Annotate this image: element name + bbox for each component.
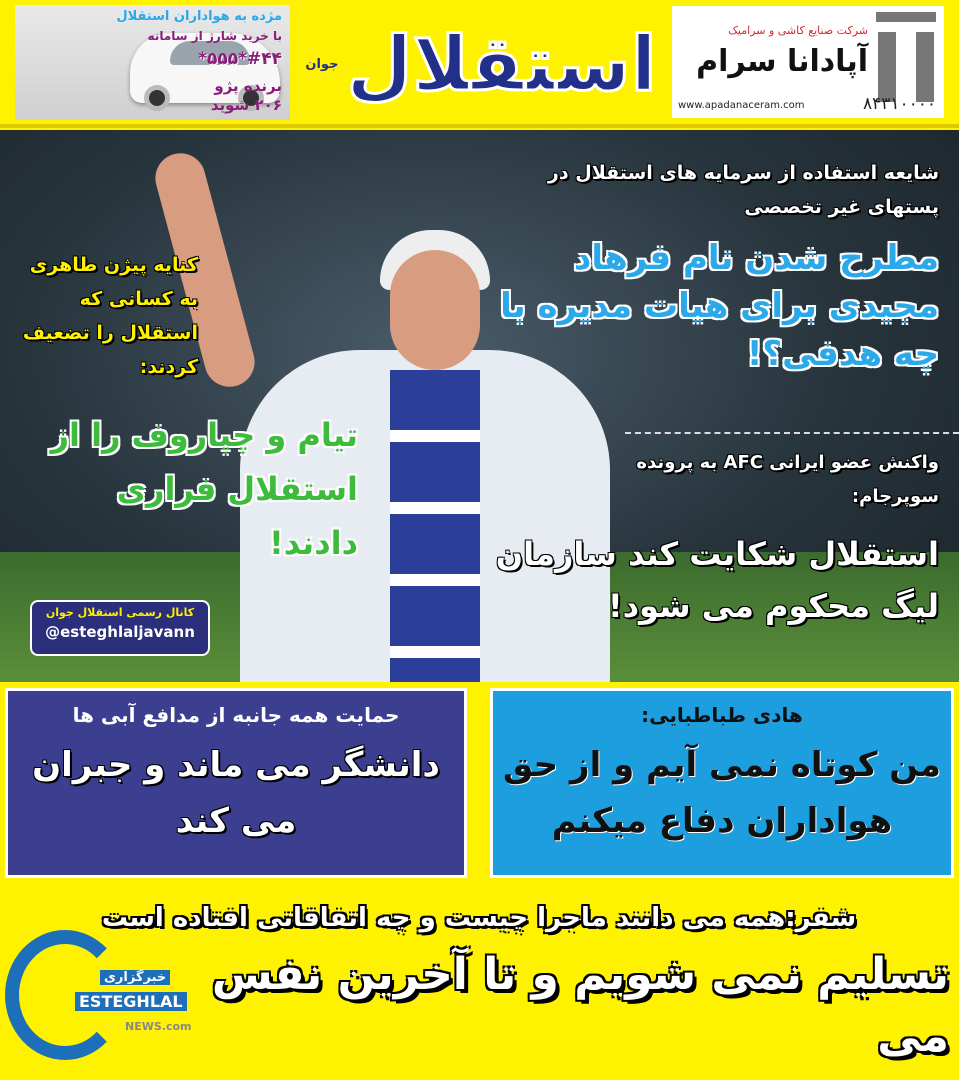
left-box-headline: دانشگر می ماند و جبران می کند bbox=[32, 745, 440, 841]
esteghlal-news-watermark bbox=[5, 930, 195, 1070]
bottom-kicker: شفر:همه می دانند ماجرا چیست و چه اتفاقاتی افتاده است bbox=[101, 903, 857, 933]
bottom-headline: تسلیم نمی شویم و تا آخرین نفس می bbox=[211, 949, 949, 1062]
ad-line-1: مژده به هواداران استقلال bbox=[116, 9, 282, 24]
masthead-subtitle: جوان bbox=[305, 56, 339, 72]
masthead-title: استقلال bbox=[346, 19, 657, 108]
right-box-kicker: هادی طباطبایی: bbox=[641, 703, 803, 727]
majidi-headline: مطرح شدن نام فرهاد مجیدی برای هیات مدیره با چه هدفی؟! bbox=[500, 238, 939, 374]
ceramic-advertisement[interactable] bbox=[672, 6, 944, 118]
ad-phone: ۸۴۳۱۰۰۰۰ bbox=[862, 94, 936, 114]
ad-brand: آپادانا سرام bbox=[696, 44, 868, 79]
masthead-logo bbox=[296, 8, 666, 120]
watermark-en: ESTEGHLAL bbox=[75, 992, 187, 1011]
car-advertisement[interactable] bbox=[15, 5, 290, 120]
watermark-fa: خبرگزاری bbox=[100, 970, 170, 985]
pillar-logo-icon bbox=[876, 12, 936, 92]
tabatabaei-story-box bbox=[490, 688, 954, 878]
scarf bbox=[390, 370, 480, 682]
left-box-kicker: حمایت همه جانبه از مدافع آبی ها bbox=[72, 703, 400, 727]
header bbox=[0, 0, 959, 128]
ad-code: #۴۴*۵۵۵* bbox=[198, 49, 282, 69]
watermark-news: NEWS.com bbox=[125, 1020, 192, 1033]
afc-headline: استقلال شکایت کند سازمان لیگ محکوم می شود! bbox=[495, 535, 939, 625]
channel-label: کانال رسمی استقلال جوان bbox=[45, 606, 195, 619]
ad-line-2: با خرید شارژ از سامانه bbox=[147, 29, 282, 43]
right-box-headline: من کوتاه نمی آیم و از حق هواداران دفاع میکنم bbox=[503, 745, 941, 841]
channel-badge[interactable] bbox=[30, 600, 210, 656]
ad-line-4: برنده پژو ۲۰۶ شوید bbox=[210, 77, 282, 114]
channel-handle: @esteghlaljavann bbox=[45, 623, 195, 641]
rumor-kicker: شایعه استفاده از سرمایه های استقلال در پستهای غیر تخصصی bbox=[547, 162, 939, 218]
dashed-divider bbox=[625, 432, 959, 434]
daneshgar-story-box bbox=[5, 688, 467, 878]
ad-website: www.apadanaceram.com bbox=[678, 100, 805, 111]
afc-kicker: واکنش عضو ایرانی AFC به پرونده سوپرجام: bbox=[636, 452, 939, 507]
taheri-kicker: کنایه پیژن طاهری به کسانی که استقلال را تضعیف کردند: bbox=[22, 254, 198, 378]
timam-headline: تیام و چپاروف را از استقلال فراری دادند! bbox=[50, 416, 358, 562]
ad-company: شرکت صنایع کاشی و سرامیک bbox=[728, 24, 868, 37]
